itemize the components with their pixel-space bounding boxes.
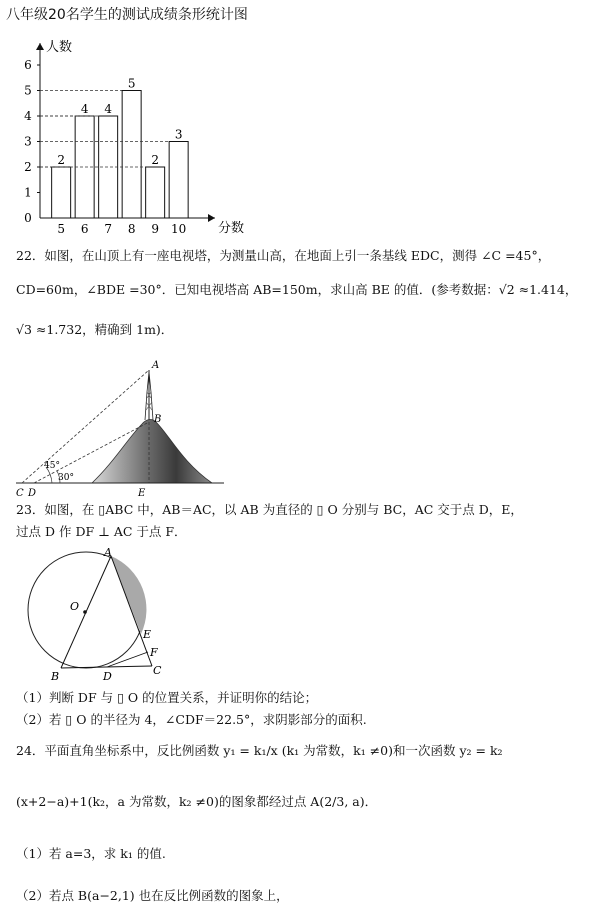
bar bbox=[52, 167, 71, 218]
y-tick-label: 3 bbox=[24, 134, 32, 149]
fig-point-D: D bbox=[103, 670, 112, 683]
fig-point-B: B bbox=[51, 670, 60, 683]
q23-line1: 23．如图，在 ▯ABC 中，AB＝AC，以 AB 为直径的 ▯ O 分别与 BC，AC 交于点 D，E， bbox=[16, 502, 523, 517]
x-axis-arrow bbox=[208, 214, 215, 222]
fig-point-A: A bbox=[104, 548, 112, 559]
x-axis-label: 分数 bbox=[218, 221, 245, 236]
q22-line3: √3 ≈1.732，精确到 1m)． bbox=[16, 322, 174, 337]
q24-sub1: （1）若 a=3，求 k₁ 的值. bbox=[16, 846, 166, 861]
q23-sub2: （2）若 ▯ O 的半径为 4，∠CDF＝22.5°，求阴影部分的面积. bbox=[16, 712, 367, 727]
q22-line1: 22．如图，在山顶上有一座电视塔，为测量山高，在地面上引一条基线 EDC，测得 ∠C =45°， bbox=[16, 248, 551, 263]
chart-title: 八年级20名学生的测试成绩条形统计图 bbox=[6, 7, 248, 23]
bar-value-label: 3 bbox=[174, 127, 183, 142]
fig-point-C: C bbox=[153, 664, 162, 677]
y-tick-label: 6 bbox=[24, 58, 32, 72]
x-tick-label: 5 bbox=[57, 222, 65, 236]
bar bbox=[169, 142, 188, 219]
y-tick-label: 4 bbox=[24, 109, 32, 123]
bar-value-label: 5 bbox=[127, 76, 136, 91]
point-D: D bbox=[28, 488, 37, 499]
bar bbox=[122, 91, 141, 219]
q23-line2: 过点 D 作 DF ⊥ AC 于点 F． bbox=[16, 524, 187, 539]
x-tick-label: 8 bbox=[127, 222, 136, 236]
fig-point-E: E bbox=[143, 628, 152, 641]
y-tick-label: 2 bbox=[24, 160, 32, 174]
q23-sub1: （1）判断 DF 与 ▯ O 的位置关系，并证明你的结论； bbox=[16, 690, 318, 705]
point-B: B bbox=[154, 414, 162, 425]
bar-value-label: 2 bbox=[151, 153, 159, 167]
y-tick-label: 1 bbox=[24, 185, 32, 200]
point-A: A bbox=[152, 360, 160, 371]
x-tick-label: 9 bbox=[151, 222, 159, 236]
y-tick-label: 0 bbox=[24, 211, 32, 225]
fig-point-O: O bbox=[70, 600, 80, 613]
q24-line1: 24．平面直角坐标系中，反比例函数 y₁ = k₁/x (k₁ 为常数，k₁ ≠0)和一次函数 y₂ = k₂ bbox=[16, 743, 503, 758]
x-tick-label: 10 bbox=[171, 222, 187, 236]
bar-value-label: 2 bbox=[57, 153, 65, 167]
mountain-tower-figure bbox=[14, 352, 234, 502]
bar bbox=[146, 167, 165, 218]
bar-value-label: 4 bbox=[104, 102, 112, 116]
point-E: E bbox=[138, 488, 146, 499]
bar-chart bbox=[0, 26, 300, 238]
y-axis-label: 人数 bbox=[46, 40, 73, 55]
q22-line2: CD=60m，∠BDE =30°．已知电视塔高 AB=150m，求山高 BE 的值．(参考数据：√2 ≈1.414， bbox=[16, 282, 578, 297]
q24-line2: (x+2−a)+1(k₂，a 为常数，k₂ ≠0)的图象都经过点 A(2/3, a)． bbox=[16, 794, 378, 809]
q24-sub2: （2）若点 B(a−2,1) 也在反比例函数的图象上， bbox=[16, 888, 289, 903]
angle-30-label: 30° bbox=[58, 473, 74, 483]
bar-value-label: 4 bbox=[80, 102, 89, 116]
x-tick-label: 7 bbox=[104, 222, 112, 236]
y-axis-arrow bbox=[36, 43, 44, 50]
circle-triangle-figure bbox=[14, 548, 184, 684]
angle-45-label: 45° bbox=[44, 461, 60, 471]
y-tick-label: 5 bbox=[24, 83, 32, 98]
x-tick-label: 6 bbox=[80, 222, 89, 236]
fig-point-F: F bbox=[150, 646, 158, 659]
point-C: C bbox=[16, 488, 24, 499]
